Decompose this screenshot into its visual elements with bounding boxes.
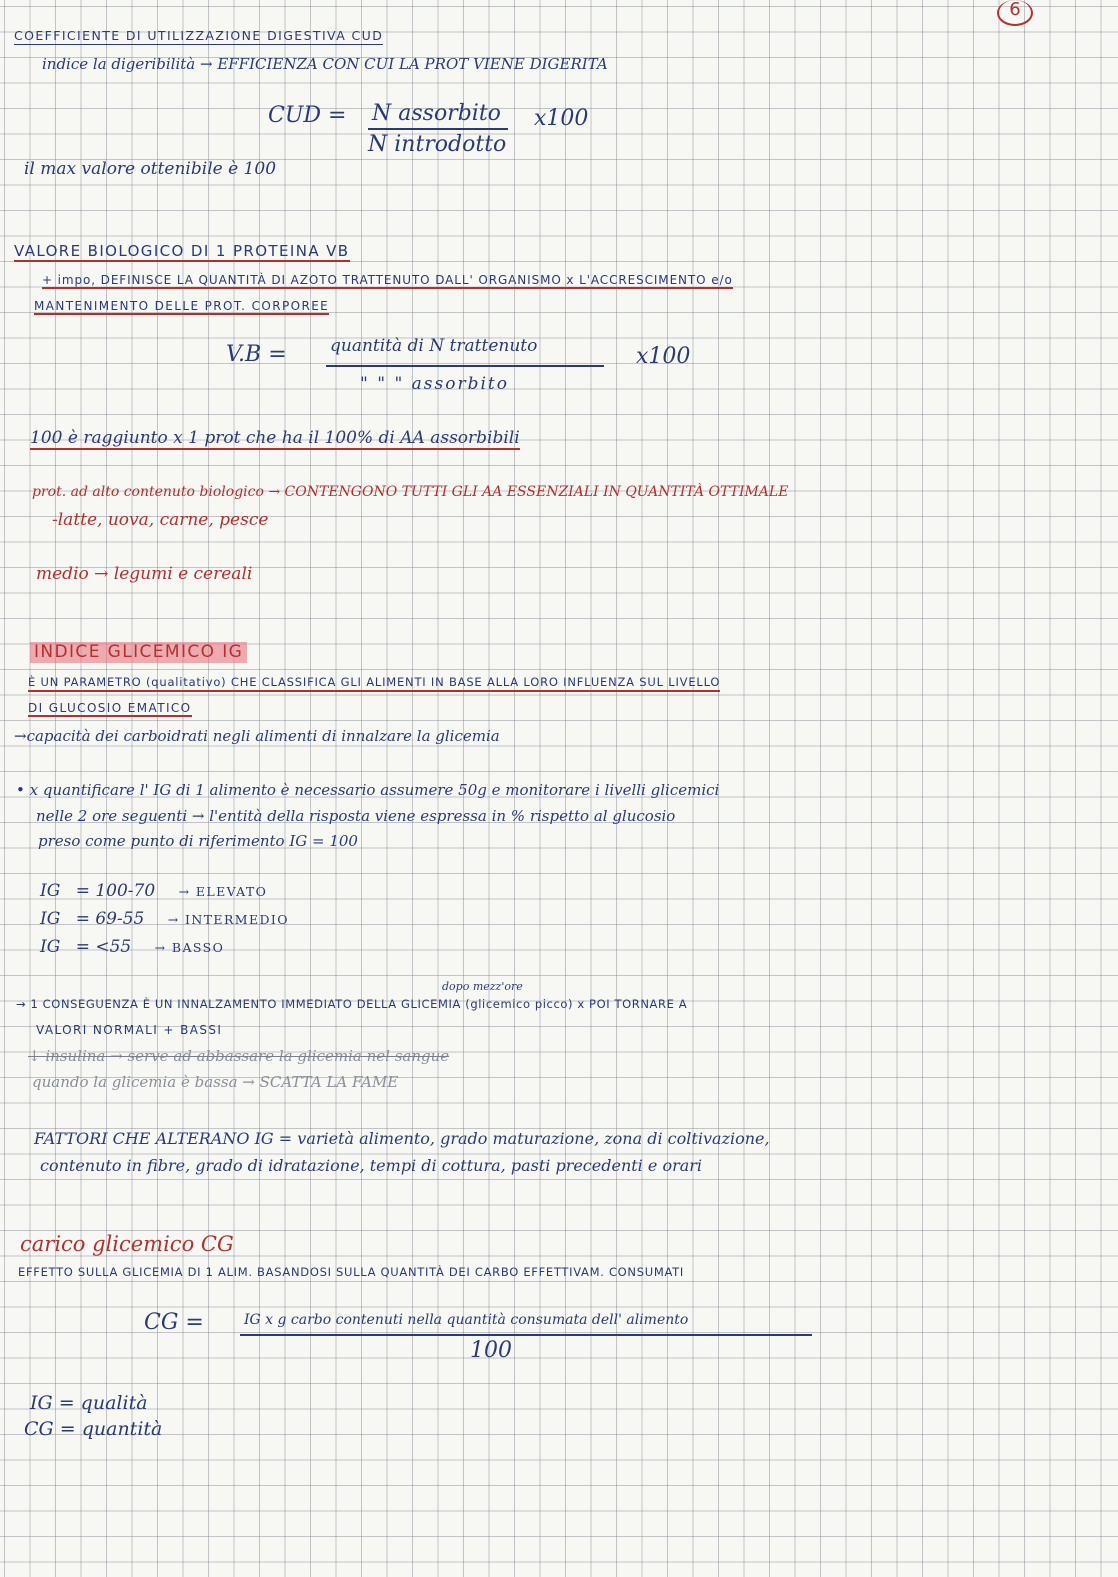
ig-level-range: = <55	[75, 937, 132, 957]
vb-title: VALORE BIOLOGICO DI 1 PROTEINA VB	[14, 242, 350, 260]
ig-level-desc: → INTERMEDIO	[167, 912, 289, 927]
cg-formula-denominator: 100	[470, 1338, 512, 1363]
cg-title: carico glicemico CG	[20, 1232, 234, 1256]
ig-paragraph-line2: nelle 2 ore seguenti → l'entità della risposta viene espressa in % rispetto al glucosio	[36, 807, 676, 825]
ig-level-desc: → ELEVATO	[178, 884, 268, 899]
ig-definition-line2: DI GLUCOSIO EMATICO	[28, 701, 192, 715]
ig-consequence-line4: quando la glicemia è bassa → SCATTA LA FAME	[32, 1073, 399, 1091]
cg-summary-cg: CG = quantità	[24, 1418, 163, 1440]
ig-definition-line3: →capacità dei carboidrati negli alimenti di innalzare la glicemia	[14, 727, 500, 745]
cg-formula-left: CG =	[144, 1310, 204, 1335]
cud-formula-denominator: N introdotto	[368, 132, 507, 157]
ig-factors-line2: contenuto in fibre, grado di idratazione, tempi di cottura, pasti precedenti e orari	[40, 1156, 703, 1175]
ig-level-label: IG	[40, 909, 61, 929]
cg-formula-numerator: IG x g carbo contenuti nella quantità consumata dell' alimento	[244, 1312, 689, 1328]
cud-formula-multiplier: x100	[534, 106, 589, 131]
cud-subtitle: indice la digeribilità → EFFICIENZA CON CUI LA PROT VIENE DIGERITA	[42, 55, 608, 73]
vb-fraction-bar	[326, 365, 604, 367]
page-number: 6	[997, 0, 1033, 26]
vb-note-100: 100 è raggiunto x 1 prot che ha il 100% di AA assorbibili	[30, 428, 520, 448]
ig-note-after-half-hour: dopo mezz'ore	[442, 980, 523, 993]
ig-paragraph-line3: preso come punto di riferimento IG = 100	[38, 832, 358, 850]
ig-level-desc: → BASSO	[154, 940, 225, 955]
ig-level-range: = 100-70	[75, 881, 156, 901]
cg-fraction-bar	[240, 1334, 812, 1336]
vb-formula-denominator: " " " assorbito	[360, 374, 509, 394]
ig-definition-line1: È UN PARAMETRO (qualitativo) CHE CLASSIFICA GLI ALIMENTI IN BASE ALLA LORO INFLUENZA SUL LIVELLO	[28, 677, 720, 692]
cud-fraction-bar	[368, 128, 508, 130]
cud-max-note: il max valore ottenibile è 100	[24, 159, 277, 179]
vb-formula-numerator: quantità di N trattenuto	[330, 336, 538, 356]
ig-level-low	[40, 939, 224, 956]
ig-consequence-line2: VALORI NORMALI + BASSI	[36, 1023, 223, 1037]
ig-title: INDICE GLICEMICO IG	[30, 642, 247, 663]
vb-note-foods: -latte, uova, carne, pesce	[52, 510, 269, 530]
cg-summary-ig: IG = qualità	[30, 1392, 148, 1414]
ig-level-range: = 69-55	[75, 909, 145, 929]
ig-level-label: IG	[40, 881, 61, 901]
ig-level-intermediate	[40, 911, 289, 928]
vb-definition-line2: MANTENIMENTO DELLE PROT. CORPOREE	[34, 299, 330, 313]
ig-consequence-line3: ↓ insulina → serve ad abbassare la glicemia nel sangue	[28, 1047, 450, 1065]
vb-formula-multiplier: x100	[636, 344, 691, 369]
vb-definition-line1: + impo, DEFINISCE LA QUANTITÀ DI AZOTO TRATTENUTO DALL' ORGANISMO x L'ACCRESCIMENTO e/o	[42, 273, 733, 287]
ig-level-label: IG	[40, 937, 61, 957]
cud-title: COEFFICIENTE DI UTILIZZAZIONE DIGESTIVA CUD	[14, 28, 384, 43]
vb-note-high-biological: prot. ad alto contenuto biologico → CONTENGONO TUTTI GLI AA ESSENZIALI IN QUANTITÀ OTTIMALE	[32, 484, 789, 500]
vb-note-medium: medio → legumi e cereali	[36, 564, 253, 584]
vb-formula-left: V.B =	[226, 342, 287, 367]
cud-formula-left: CUD =	[268, 103, 347, 128]
ig-level-high	[40, 883, 267, 900]
cg-definition: EFFETTO SULLA GLICEMIA DI 1 ALIM. BASANDOSI SULLA QUANTITÀ DEI CARBO EFFETTIVAM. CONSUMATI	[18, 1265, 684, 1279]
watermark	[0, 2, 560, 539]
ig-factors-line1: FATTORI CHE ALTERANO IG = varietà alimento, grado maturazione, zona di coltivazione,	[34, 1129, 770, 1148]
ig-paragraph-line1: • x quantificare l' IG di 1 alimento è necessario assumere 50g e monitorare i livelli glicemici	[16, 781, 720, 799]
cud-formula-numerator: N assorbito	[372, 101, 501, 126]
ig-consequence-line1: → 1 CONSEGUENZA È UN INNALZAMENTO IMMEDIATO DELLA GLICEMIA (glicemico picco) x POI TORNARE A	[16, 997, 688, 1011]
